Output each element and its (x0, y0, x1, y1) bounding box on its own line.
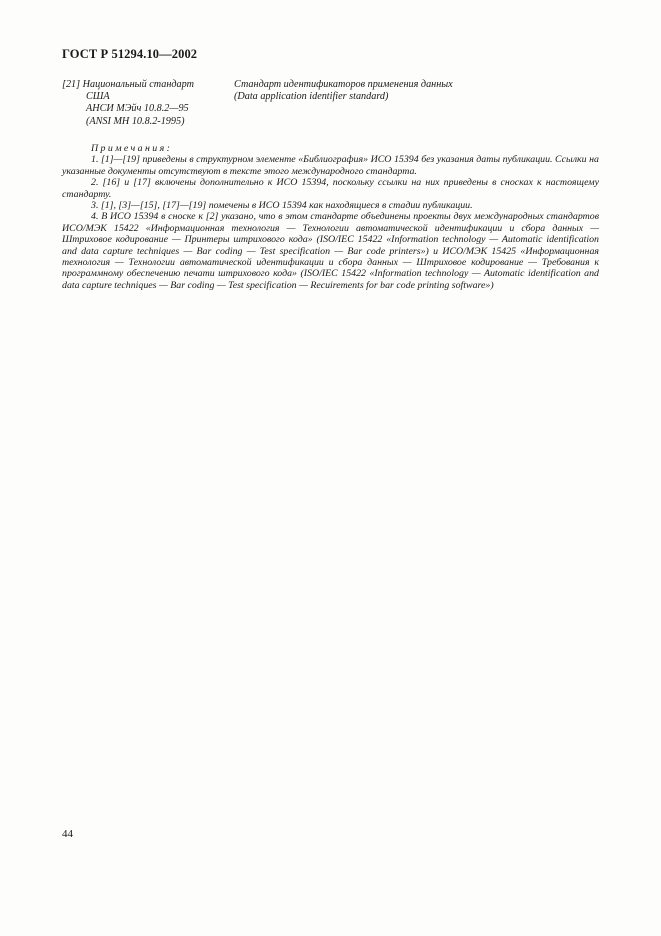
reference-country: США (86, 91, 110, 103)
note-item: 3. [1], [3]—[15], [17]—[19] помечены в ИСО 15394 как находящиеся в стадии публикации. (91, 200, 473, 212)
reference-title (234, 79, 554, 103)
notes-title: Примечания: (91, 143, 173, 154)
page-number: 44 (62, 828, 73, 840)
note-item: 2. [16] и [17] включены дополнительно к ИСО 15394, поскольку ссылки на них приведены в сносках к настоящему стандарту. (62, 177, 599, 200)
note-item: 1. [1]—[19] приведены в структурном элементе «Библиография» ИСО 15394 без указания даты публикации. Ссылки на указанные документы отсутствуют в тексте этого международного стандарта. (62, 154, 599, 177)
note-item: 4. В ИСО 15394 в сноске к [2] указано, что в этом стандарте объединены проекты двух международных стандартов ИСО/МЭК 15422 «Информационная технология — Технологии автоматической идентификации и сбора данных — Штриховое кодирование — Принтеры штрихового кода» (ISO/IEC 15422 «Information technology — Automatic identification and data capture techniques — Bar coding — Test specification — Bar code printers») и ИСО/МЭК 15425 «Информационная технология — Технологии автоматической идентификации и сбора данных — Штриховое кодирование — Требования к программному обеспечению печати штрихового кода» (ISO/IEC 15422 «Information technology — Automatic identification and data capture techniques — Bar coding — Test specification — Recuirements for bar code printing software») (62, 211, 599, 291)
reference-designation (62, 79, 232, 128)
reference-code-ru: АНСИ МЭйч 10.8.2—95 (86, 103, 189, 115)
reference-title-ru: Стандарт идентификаторов применения данных (234, 79, 453, 90)
reference-number: [21] Национальный стандарт (62, 79, 194, 90)
document-header: ГОСТ Р 51294.10—2002 (62, 47, 198, 61)
reference-title-en: (Data application identifier standard) (234, 91, 389, 103)
reference-code-en: (ANSI MH 10.8.2-1995) (86, 115, 185, 127)
notes-section (62, 143, 599, 291)
